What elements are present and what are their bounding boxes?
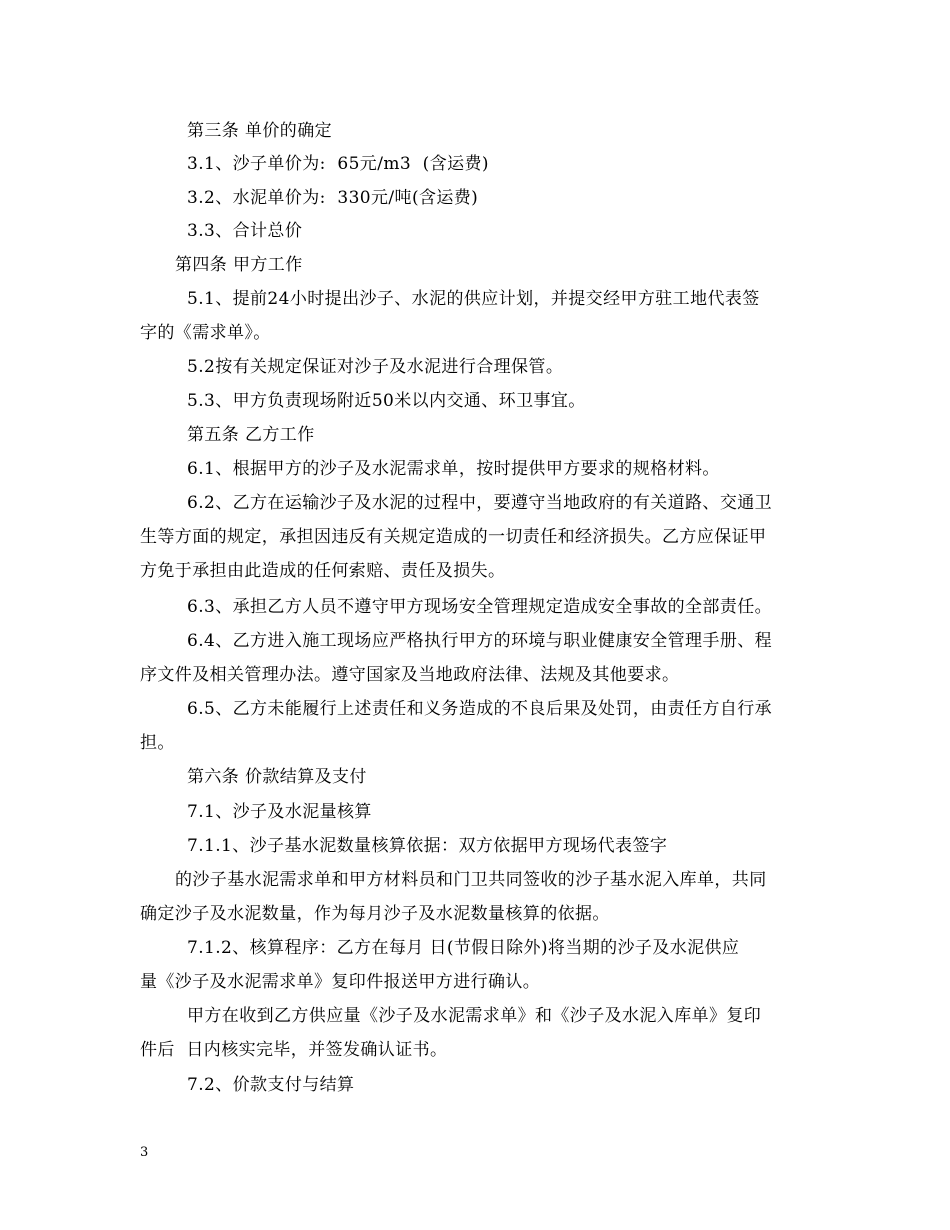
article-5-heading: 第五条 乙方工作 <box>187 425 315 445</box>
clause-6-5-line-1: 6.5、乙方未能履行上述责任和义务造成的不良后果及处罚，由责任方自行承 <box>187 699 773 719</box>
clause-7-1-1-line-3: 确定沙子及水泥数量，作为每月沙子及水泥数量核算的依据。 <box>140 904 610 924</box>
confirmation-line-2: 件后 日内核实完毕，并签发确认证书。 <box>140 1040 448 1060</box>
clause-6-4-line-1: 6.4、乙方进入施工现场应严格执行甲方的环境与职业健康安全管理手册、程 <box>187 631 773 651</box>
clause-7-1: 7.1、沙子及水泥量核算 <box>187 802 372 822</box>
clause-5-2: 5.2按有关规定保证对沙子及水泥进行合理保管。 <box>187 357 564 377</box>
page-number: 3 <box>140 1145 149 1160</box>
clause-5-1-line-1: 5.1、提前24小时提出沙子、水泥的供应计划，并提交经甲方驻工地代表签 <box>187 289 760 309</box>
clause-3-2: 3.2、水泥单价为: 330元/吨(含运费) <box>187 188 479 208</box>
clause-3-1: 3.1、沙子单价为: 65元/m3 (含运费) <box>187 154 489 174</box>
clause-7-1-2-line-2: 量《沙子及水泥需求单》复印件报送甲方进行确认。 <box>140 972 541 992</box>
article-6-heading: 第六条 价款结算及支付 <box>187 767 367 787</box>
clause-7-1-2-line-1: 7.1.2、核算程序：乙方在每月 日(节假日除外)将当期的沙子及水泥供应 <box>187 938 740 958</box>
clause-5-1-line-2: 字的《需求单》。 <box>140 323 271 343</box>
clause-6-2-line-3: 方免于承担由此造成的任何索赔、责任及损失。 <box>140 561 506 581</box>
clause-6-5-line-2: 担。 <box>140 733 175 753</box>
clause-7-1-1-line-2: 的沙子基水泥需求单和甲方材料员和门卫共同签收的沙子基水泥入库单，共同 <box>175 870 767 890</box>
clause-7-2: 7.2、价款支付与结算 <box>187 1075 355 1095</box>
clause-6-2-line-2: 生等方面的规定，承担因违反有关规定造成的一切责任和经济损失。乙方应保证甲 <box>140 527 767 547</box>
article-4-heading: 第四条 甲方工作 <box>175 255 303 275</box>
confirmation-line-1: 甲方在收到乙方供应量《沙子及水泥需求单》和《沙子及水泥入库单》复印 <box>187 1006 762 1026</box>
clause-6-4-line-2: 序文件及相关管理办法。遵守国家及当地政府法律、法规及其他要求。 <box>140 665 680 685</box>
clause-7-1-1-line-1: 7.1.1、沙子基水泥数量核算依据：双方依据甲方现场代表签字 <box>187 836 668 856</box>
clause-3-3: 3.3、合计总价 <box>187 221 303 241</box>
clause-6-2-line-1: 6.2、乙方在运输沙子及水泥的过程中，要遵守当地政府的有关道路、交通卫 <box>187 493 773 513</box>
article-3-heading: 第三条 单价的确定 <box>187 121 333 141</box>
clause-6-3: 6.3、承担乙方人员不遵守甲方现场安全管理规定造成安全事故的全部责任。 <box>187 597 773 617</box>
clause-5-3: 5.3、甲方负责现场附近50米以内交通、环卫事宜。 <box>187 391 586 411</box>
clause-6-1: 6.1、根据甲方的沙子及水泥需求单，按时提供甲方要求的规格材料。 <box>187 459 720 479</box>
